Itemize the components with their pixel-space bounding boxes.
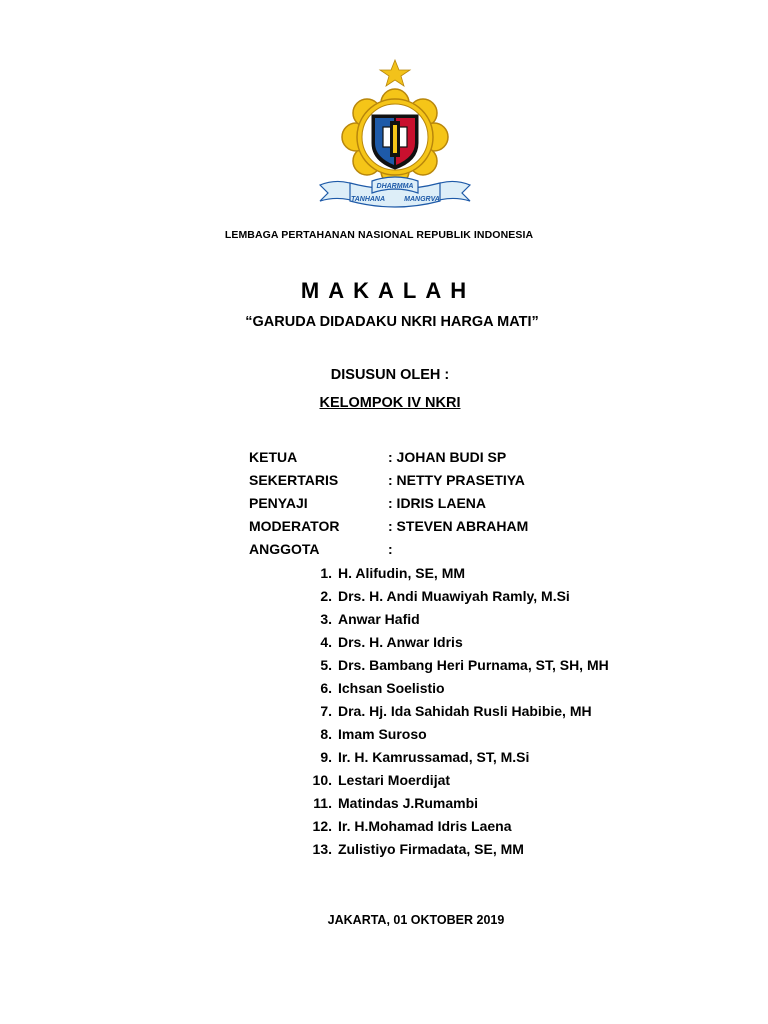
member-name: Drs. H. Anwar Idris	[338, 634, 463, 650]
document-title: “GARUDA DIDADAKU NKRI HARGA MATI”	[245, 314, 539, 330]
member-name: Zulistiyo Firmadata, SE, MM	[338, 841, 524, 857]
composed-by-label: DISUSUN OLEH :	[330, 367, 450, 383]
member-number: 12.	[312, 818, 332, 834]
role-label: MODERATOR	[249, 518, 340, 534]
star-icon	[380, 60, 410, 86]
member-number: 13.	[312, 841, 332, 857]
role-value: :	[388, 541, 393, 557]
member-number: 2.	[320, 588, 332, 604]
member-name: Drs. Bambang Heri Purnama, ST, SH, MH	[338, 657, 609, 673]
role-label: KETUA	[249, 449, 298, 465]
member-name: Dra. Hj. Ida Sahidah Rusli Habibie, MH	[338, 703, 592, 719]
member-name: Lestari Moerdijat	[338, 772, 451, 788]
motto-word-2: DHARMMA	[376, 183, 414, 190]
member-name: Ir. H. Kamrussamad, ST, M.Si	[338, 749, 530, 765]
role-value: : STEVEN ABRAHAM	[388, 518, 529, 534]
motto-word-1: TANHANA	[350, 196, 386, 203]
member-number: 8.	[320, 726, 332, 742]
member-name: H. Alifudin, SE, MM	[338, 565, 466, 581]
member-number: 7.	[320, 703, 332, 719]
role-label: SEKERTARIS	[249, 472, 339, 488]
member-name: Ichsan Soelistio	[338, 680, 445, 696]
member-number: 6.	[320, 680, 332, 696]
member-name: Matindas J.Rumambi	[338, 795, 479, 811]
lemhannas-emblem-icon	[310, 55, 480, 215]
member-number: 1.	[320, 565, 332, 581]
role-value: : IDRIS LAENA	[388, 495, 486, 511]
document-type: MAKALAH	[300, 278, 476, 303]
institution-name: LEMBAGA PERTAHANAN NASIONAL REPUBLIK INDONESIA	[224, 229, 534, 241]
role-label: PENYAJI	[249, 495, 308, 511]
group-name: KELOMPOK IV NKRI	[319, 395, 461, 411]
member-number: 5.	[320, 657, 332, 673]
role-value: : NETTY PRASETIYA	[388, 472, 525, 488]
role-value: : JOHAN BUDI SP	[388, 449, 507, 465]
member-number: 10.	[312, 772, 332, 788]
member-name: Imam Suroso	[338, 726, 427, 742]
motto-ribbon	[320, 177, 470, 207]
member-name: Drs. H. Andi Muawiyah Ramly, M.Si	[338, 588, 570, 604]
member-number: 11.	[313, 795, 332, 811]
role-label: ANGGOTA	[249, 541, 320, 557]
member-number: 4.	[320, 634, 332, 650]
motto-word-3: MANGRVA	[404, 196, 440, 203]
member-number: 9.	[320, 749, 332, 765]
member-number: 3.	[320, 611, 332, 627]
place-date: JAKARTA, 01 OKTOBER 2019	[327, 913, 505, 927]
member-name: Ir. H.Mohamad Idris Laena	[338, 818, 512, 834]
member-name: Anwar Hafid	[338, 611, 420, 627]
